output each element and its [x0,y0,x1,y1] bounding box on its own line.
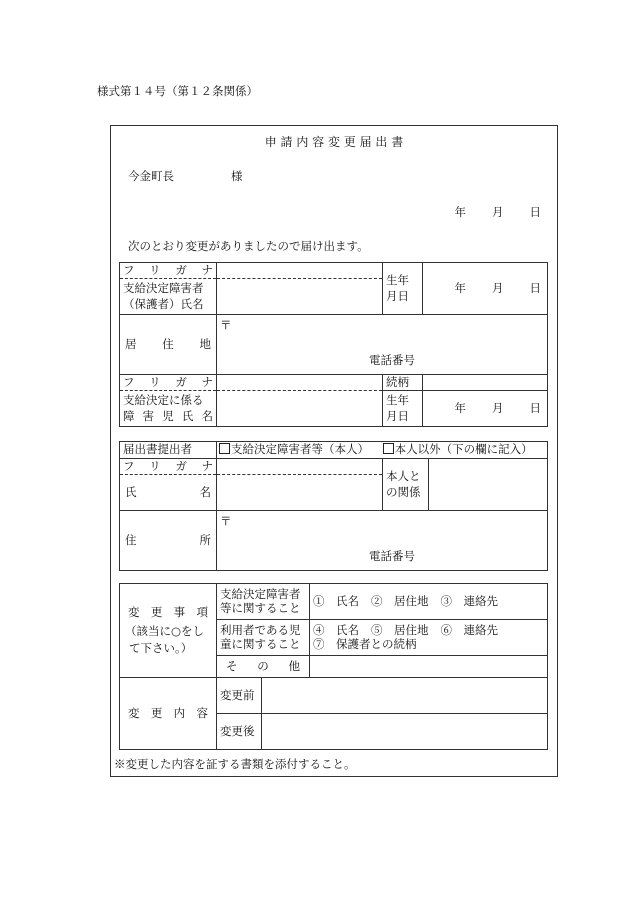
furigana-label-1: フ リ ガ ナ [120,263,217,279]
addressee-name: 今金町長 [128,169,174,183]
option-2[interactable]: ② 居住地 [371,593,429,608]
submitter-label: 届出書提出者 [120,442,217,459]
addressee-honorific: 様 [231,169,243,183]
address-label: 住 所 [120,511,217,571]
before-input[interactable] [262,678,548,714]
furigana-label-3: フ リ ガ ナ [120,459,217,475]
option-4[interactable]: ④ 氏名 [313,623,359,638]
date-year-unit: 年 [454,205,466,219]
postal-mark: 〒 [220,318,232,332]
submitter-table [119,441,548,571]
date-day-unit: 日 [529,205,541,219]
category-1-options [310,584,548,620]
checkbox-other[interactable]: 本人以外（下の欄に記入） [383,442,533,456]
furigana-label-2: フ リ ガ ナ [120,375,217,391]
phone-label-2: 電話番号 [369,549,415,563]
recipient-name-label: 支給決定障害者 （保護者）氏名 [120,279,217,315]
applicant-table [119,262,548,427]
submitter-options [217,442,548,459]
category-2-label: 利用者である児 童に関すること [217,620,310,656]
birth-label-2: 生年 月日 [383,391,423,427]
postal-mark-2: 〒 [220,514,232,528]
birth-date-2[interactable]: 年 月 日 [423,391,548,427]
furigana-input-1[interactable] [217,263,383,279]
footnote: ※変更した内容を証する書類を添付すること。 [114,757,356,771]
furigana-input-2[interactable] [217,375,383,391]
submission-date [391,207,544,219]
birth-label-1: 生年 月日 [383,263,423,315]
date-month-unit: 月 [492,205,504,219]
other-input[interactable] [310,656,548,678]
change-content-label: 変 更 内 容 [120,678,217,750]
relation-input[interactable] [429,459,548,511]
relationship-input[interactable] [423,375,548,391]
child-name-input[interactable] [217,391,383,427]
submitter-name-label: 氏 名 [120,475,217,511]
option-6[interactable]: ⑥ 連絡先 [440,623,498,638]
phone-label: 電話番号 [369,353,415,367]
before-label: 変更前 [217,678,262,714]
option-1[interactable]: ① 氏名 [313,593,359,608]
change-table [119,583,548,750]
change-items-label: 変 更 事 項 （該当に○をし て下さい。） [120,584,217,678]
other-label: そ の 他 [217,656,310,678]
option-3[interactable]: ③ 連絡先 [440,593,498,608]
form-number: 様式第１４号（第１２条関係） [97,84,258,98]
relation-label: 本人と の関係 [383,459,429,511]
intro-text: 次のとおり変更がありましたので届け出ます。 [128,239,369,253]
birth-date-1[interactable]: 年 月 日 [423,263,548,315]
after-input[interactable] [262,714,548,750]
residence-input[interactable] [217,315,548,375]
category-2-options [310,620,548,656]
category-1-label: 支給決定障害者 等に関すること [217,584,310,620]
form-frame [110,125,558,777]
submitter-name-input[interactable] [217,475,383,511]
address-input[interactable] [217,511,548,571]
recipient-name-input[interactable] [217,279,383,315]
form-title: 申 請 内 容 変 更 届 出 書 [264,135,404,149]
relationship-label: 続柄 [383,375,423,391]
checkbox-self[interactable]: 支給決定障害者等（本人） [219,442,369,456]
furigana-input-3[interactable] [217,459,383,475]
residence-label: 居 住 地 [120,315,217,375]
after-label: 変更後 [217,714,262,750]
child-name-label: 支給決定に係る 障 害 児 氏 名 [120,391,217,427]
option-7[interactable]: ⑦ 保護者との続柄 [313,636,417,651]
option-5[interactable]: ⑤ 居住地 [371,623,429,638]
